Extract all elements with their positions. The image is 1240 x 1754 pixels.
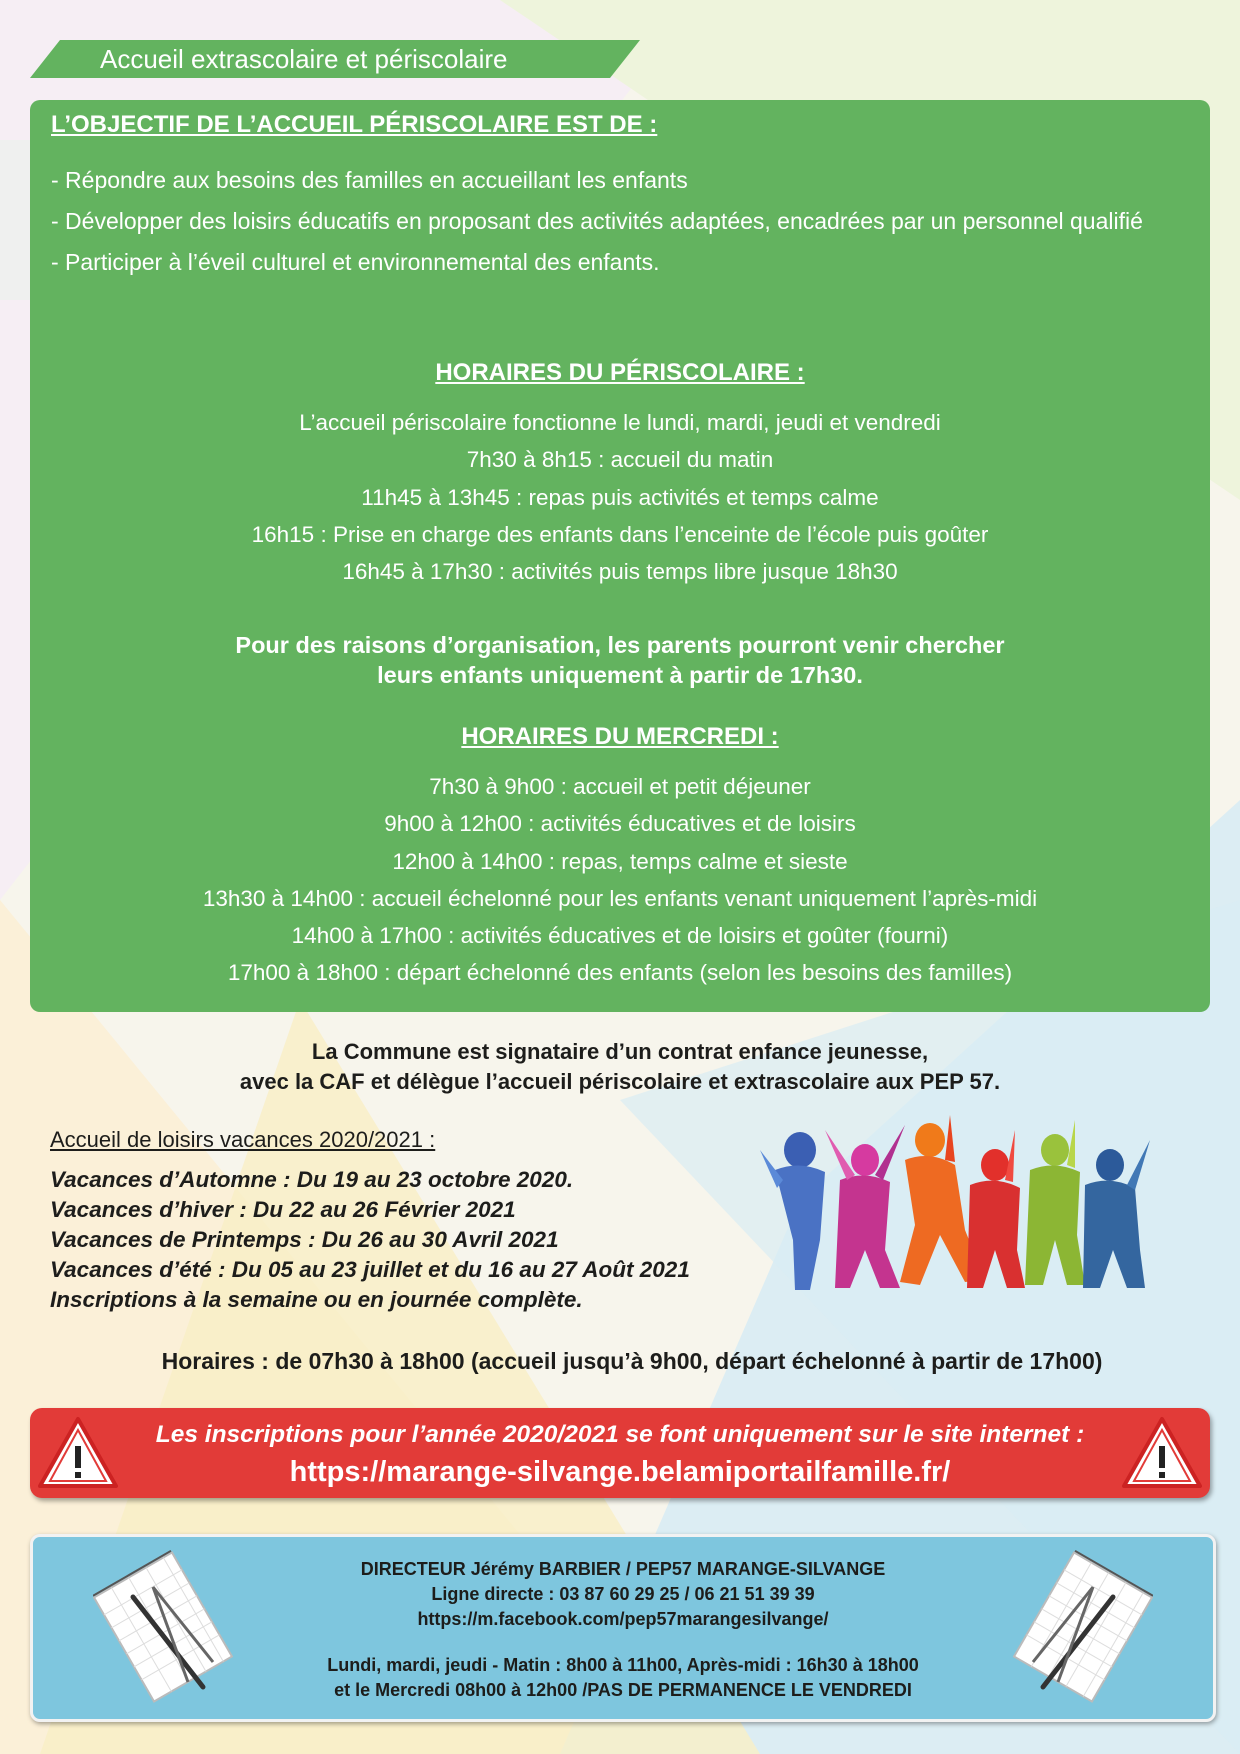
schedule-line: 9h00 à 12h00 : activités éducatives et de loisirs (384, 811, 856, 837)
contact-line: Ligne directe : 03 87 60 29 25 / 06 21 51 39 39 (431, 1584, 815, 1604)
objectif-item: - Développer des loisirs éducatifs en proposant des activités adaptées, encadrées par un personnel qualifié (51, 208, 1143, 234)
vacances-item: Vacances de Printemps : Du 26 au 30 Avril 2021 (50, 1227, 559, 1252)
periscolaire-title: HORAIRES DU PÉRISCOLAIRE : (435, 359, 805, 386)
contact-line: Lundi, mardi, jeudi - Matin : 8h00 à 11h00, Après-midi : 16h30 à 18h00 (327, 1655, 919, 1675)
schedule-line: 17h00 à 18h00 : départ échelonné des enfants (selon les besoins des familles) (227, 960, 1013, 986)
contract-line: La Commune est signataire d’un contrat enfance jeunesse, (311, 1039, 929, 1064)
mercredi-title: HORAIRES DU MERCREDI : (461, 723, 779, 750)
mercredi-schedule (30, 768, 1210, 992)
horaires-line: Horaires : de 07h30 à 18h00 (accueil jusqu’à 9h00, départ échelonné à partir de 17h00) (161, 1348, 1103, 1374)
objectif-list (51, 160, 1189, 283)
schedule-line: 7h30 à 9h00 : accueil et petit déjeuner (429, 774, 811, 799)
section-header-title: Accueil extrascolaire et périscolaire (100, 44, 508, 74)
section-header (30, 38, 640, 80)
schedule-line: 14h00 à 17h00 : activités éducatives et de loisirs et goûter (fourni) (291, 923, 949, 949)
contract-line: avec la CAF et délègue l’accueil périscolaire et extrascolaire aux PEP 57. (239, 1069, 1001, 1094)
warning-icon (1122, 1416, 1202, 1490)
contact-line: DIRECTEUR Jérémy BARBIER / PEP57 MARANGE-SILVANGE (360, 1559, 886, 1579)
schedule-line: 7h30 à 8h15 : accueil du matin (466, 447, 774, 473)
contract-text (0, 1037, 1240, 1097)
schedule-line: L’accueil périscolaire fonctionne le lundi, mardi, jeudi et vendredi (299, 410, 941, 435)
pickup-notice-line: Pour des raisons d’organisation, les parents pourront venir chercher (235, 632, 1005, 658)
schedule-line: 16h45 à 17h30 : activités puis temps libre jusque 18h30 (342, 559, 898, 585)
pickup-notice (30, 630, 1210, 690)
vacances-item: Vacances d’été : Du 05 au 23 juillet et du 16 au 27 Août 2021 (50, 1257, 690, 1282)
inscription-text: Les inscriptions pour l’année 2020/2021 se font uniquement sur le site internet : (155, 1421, 1085, 1448)
dancers-illustration (755, 1110, 1155, 1295)
schedule-line: 12h00 à 14h00 : repas, temps calme et sieste (392, 848, 848, 874)
vacances-item: Inscriptions à la semaine ou en journée complète. (50, 1287, 583, 1312)
contact-box (30, 1534, 1216, 1722)
schedule-line: 16h15 : Prise en charge des enfants dans l’enceinte de l’école puis goûter (251, 521, 989, 547)
contact-line: et le Mercredi 08h00 à 12h00 /PAS DE PERMANENCE LE VENDREDI (334, 1680, 912, 1700)
periscolaire-schedule (30, 404, 1210, 590)
vacances-list (50, 1165, 690, 1315)
objectif-item: - Répondre aux besoins des familles en accueillant les enfants (51, 167, 688, 193)
objectif-item: - Participer à l’éveil culturel et environnemental des enfants. (51, 249, 660, 275)
vacances-item: Vacances d’Automne : Du 19 au 23 octobre 2020. (50, 1167, 574, 1192)
objectif-title: L’OBJECTIF DE L’ACCUEIL PÉRISCOLAIRE EST DE : (51, 111, 658, 138)
schedule-line: 11h45 à 13h45 : repas puis activités et temps calme (361, 484, 879, 510)
contact-link[interactable]: https://m.facebook.com/pep57marangesilvange/ (417, 1609, 829, 1629)
schedule-line: 13h30 à 14h00 : accueil échelonné pour les enfants venant uniquement l’après-midi (202, 885, 1038, 911)
vacances-item: Vacances d’hiver : Du 22 au 26 Février 2021 (50, 1197, 516, 1222)
periscolaire-info-box (30, 100, 1210, 1012)
inscription-banner (30, 1408, 1210, 1498)
notepad-compass-icon (1013, 1547, 1153, 1707)
pickup-notice-line: leurs enfants uniquement à partir de 17h30. (377, 662, 863, 688)
vacances-title: Accueil de loisirs vacances 2020/2021 : (50, 1127, 436, 1152)
inscription-url[interactable]: https://marange-silvange.belamiportailfamille.fr/ (289, 1456, 951, 1488)
